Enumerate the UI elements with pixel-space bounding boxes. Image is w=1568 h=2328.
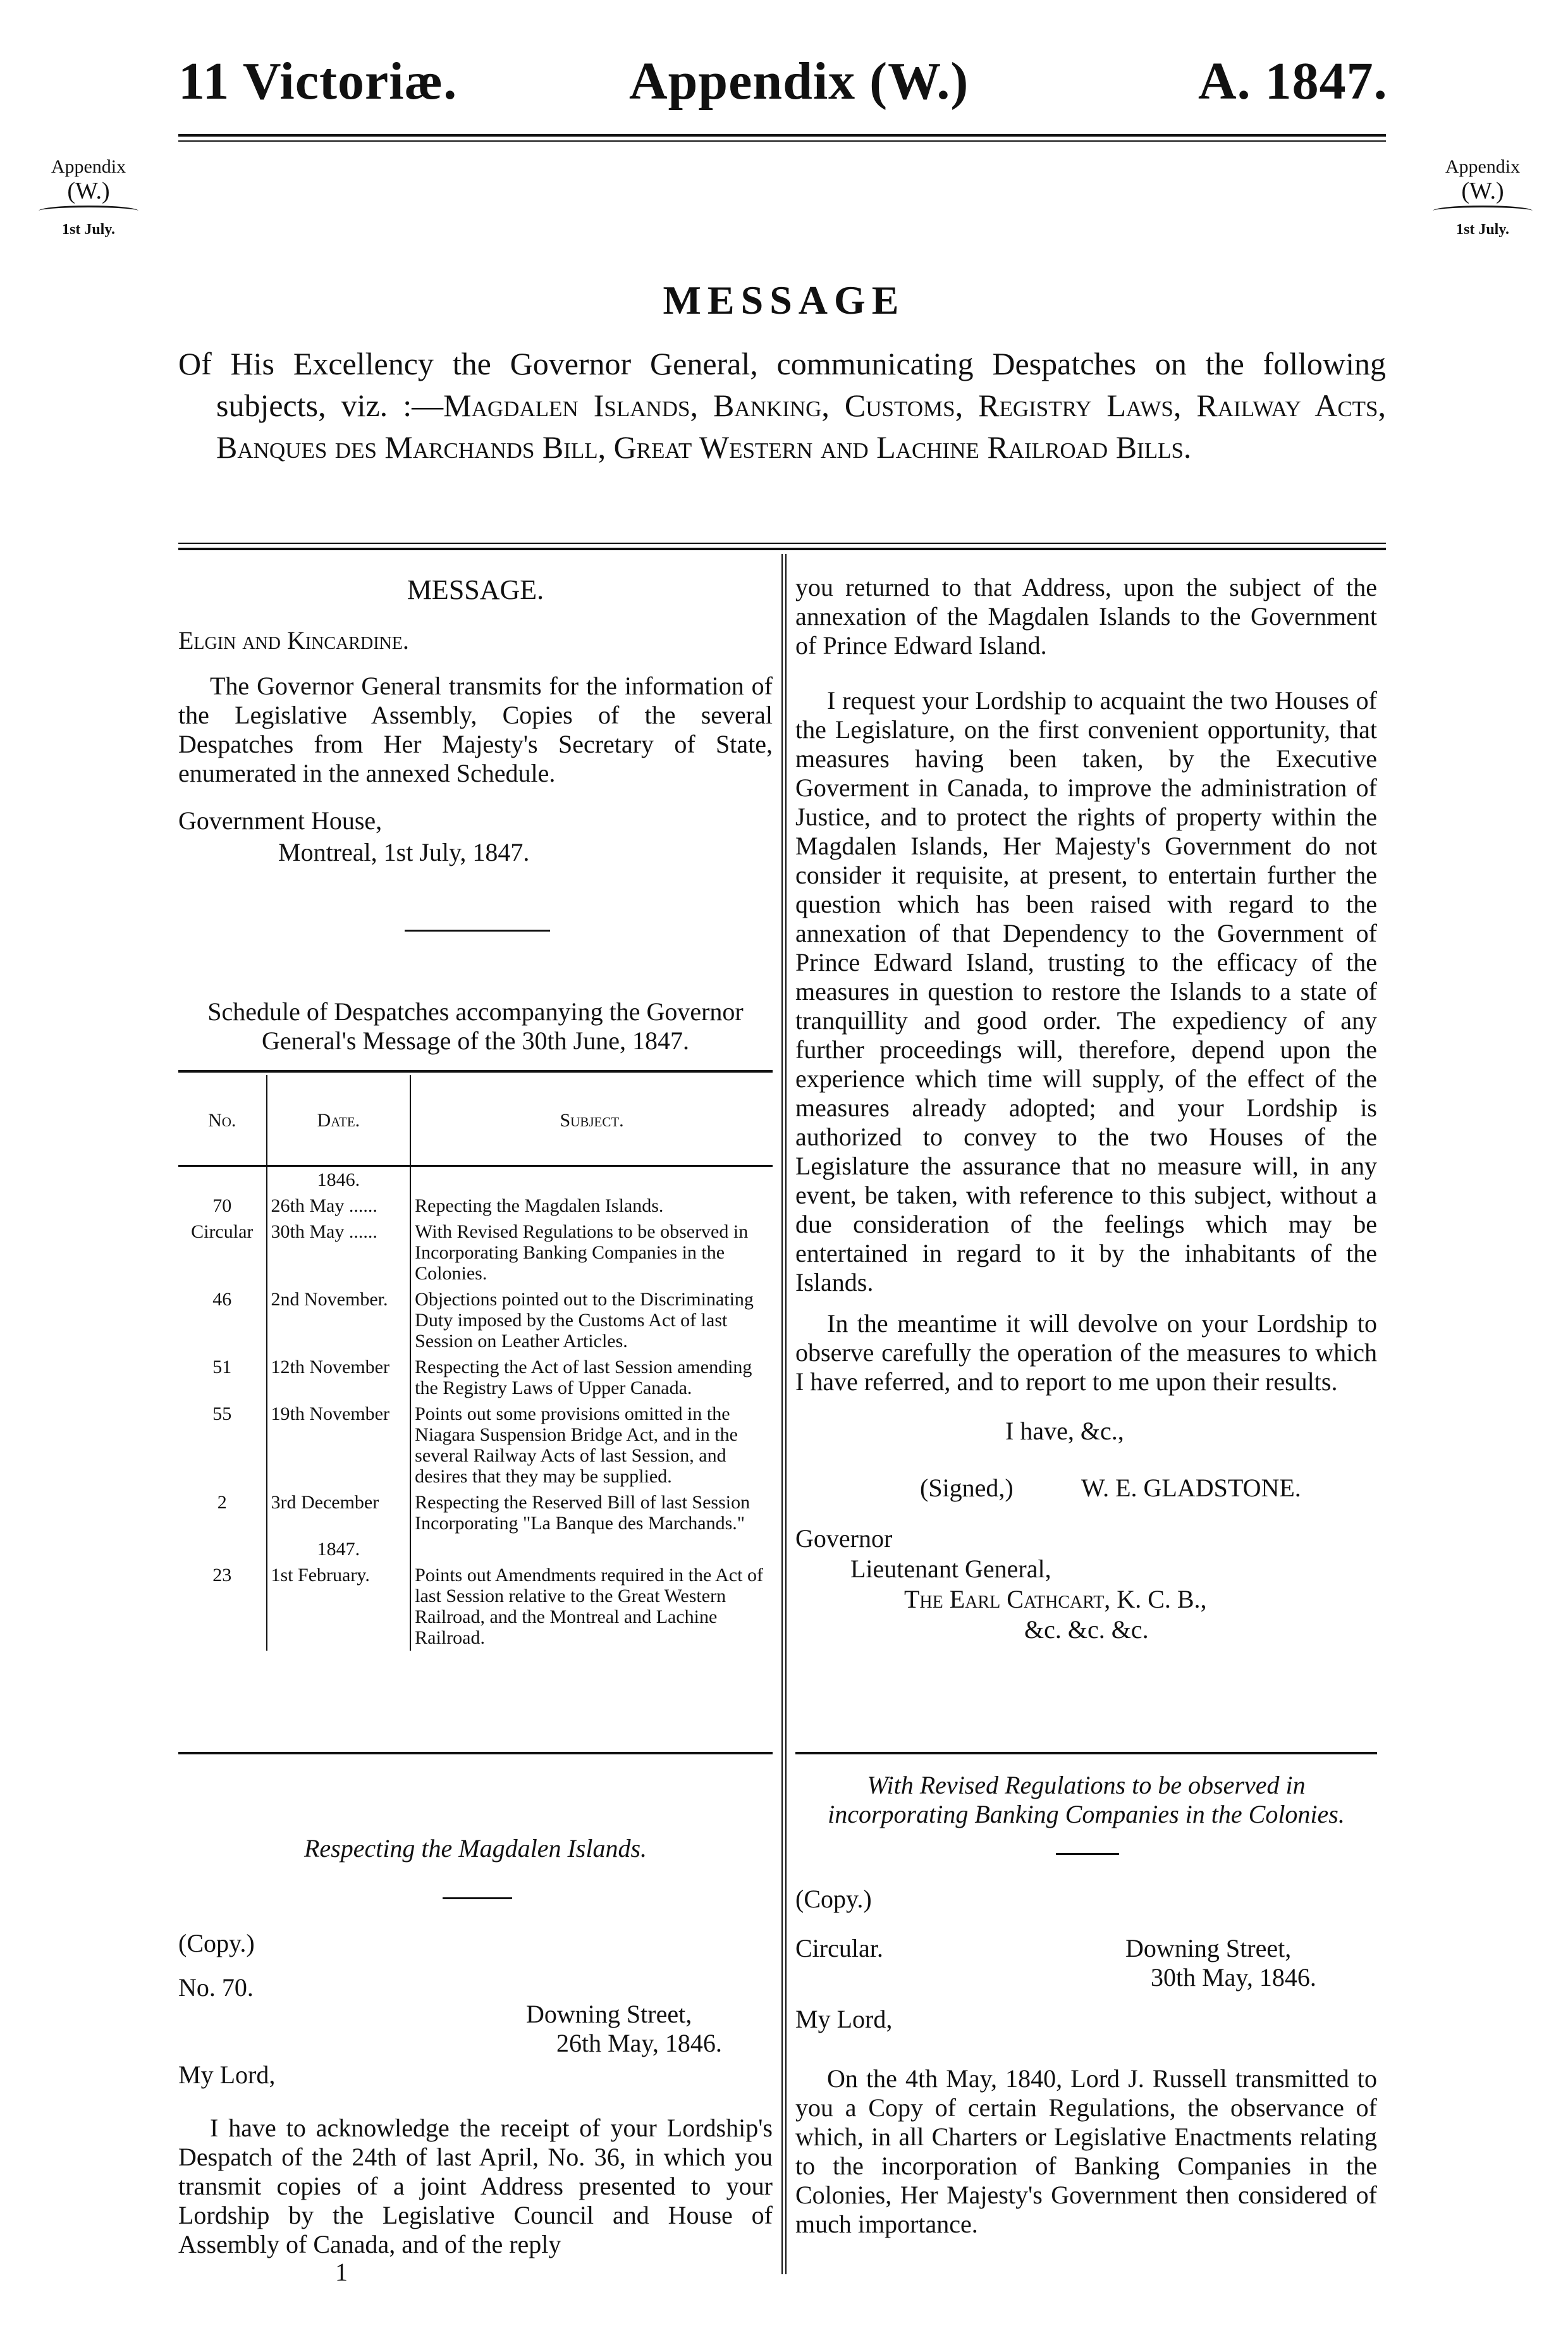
margin-note-date: 1st July.: [1455, 221, 1510, 238]
table-cell-subject: Points out some provisions omitted in the Niagara Suspension Bridge Act, and in the several Railway Acts of last Session, and desires that they may be supplied.: [410, 1401, 773, 1489]
right-signed-name: W. E. GLADSTONE.: [1081, 1474, 1301, 1502]
left-message-body: The Governor General transmits for the information of the Legislative Assembly, Copies of the several Despatches from Her Majesty's Secretary of State, enumerated in the annexed Schedule.: [178, 672, 773, 787]
table-cell-subject: With Revised Regulations to be observed in Incorporating Banking Companies in the Colonies.: [410, 1219, 773, 1286]
table-cell-no: 55: [212, 1403, 232, 1424]
brace: [39, 206, 138, 216]
right-recipient-line4: &c. &c. &c.: [1024, 1615, 1149, 1644]
table-bottom-rule: [178, 1752, 773, 1754]
table-cell-date: 30th May ......: [267, 1219, 411, 1286]
table-cell-no: Circular: [191, 1221, 254, 1242]
section-rule-thick: [178, 548, 1386, 550]
brace: [1433, 206, 1533, 216]
column-divider-inner: [785, 554, 787, 2274]
section-rule: [178, 543, 1386, 544]
table-row: [178, 1219, 773, 1286]
short-rule: [443, 1897, 512, 1899]
margin-note-w: (W.): [67, 178, 110, 204]
table-row: [178, 1562, 773, 1651]
circular-heading: With Revised Regulations to be observed in incorporating Banking Companies in the Colonies.: [828, 1771, 1345, 1828]
circular-label: Circular.: [795, 1934, 883, 1962]
table-row: [178, 1193, 773, 1219]
table-cell-date: 19th November: [267, 1401, 411, 1489]
table-row: [178, 1489, 773, 1536]
table-cell-date: 1847.: [267, 1536, 411, 1562]
schedule-caption: Schedule of Despatches accompanying the Governor General's Message of the 30th June, 1847.: [207, 997, 744, 1055]
page-number: 1: [335, 2258, 348, 2286]
intro-paragraph: [178, 343, 1386, 468]
schedule-table: [178, 1075, 773, 1651]
running-head-center: Appendix (W.): [629, 52, 969, 111]
intro-lead: Of His Excellency the Governor General, communicating Despatches on the following subjects, viz. :—: [178, 346, 1386, 423]
header-rule-thin: [178, 140, 1386, 142]
margin-note-w: (W.): [1461, 178, 1504, 204]
table-row: [178, 1166, 773, 1193]
header-rule: [178, 134, 1386, 137]
table-cell-date: 1846.: [267, 1166, 411, 1193]
right-para2: In the meantime it will devolve on your Lordship to observe carefully the operation of the measures to which I have referred, and to report to me upon their results.: [795, 1309, 1377, 1396]
table-row: [178, 1401, 773, 1489]
message-title: MESSAGE: [663, 278, 905, 323]
table-cell-date: 3rd December: [267, 1489, 411, 1536]
table-header-date: Date.: [267, 1075, 411, 1166]
right-recipient-line1: Governor: [795, 1524, 893, 1553]
table-cell-no: [178, 1536, 267, 1562]
table-row: [178, 1354, 773, 1401]
running-head-left: 11 Victoriæ.: [178, 52, 458, 111]
margin-note-appendix: Appendix: [51, 156, 126, 177]
intro-subjects: Magdalen Islands, Banking, Customs, Registry Laws, Railway Acts, Banques des Marchands Bill, Great Western and Lachine Railroad Bills.: [216, 388, 1387, 465]
table-cell-no: 46: [212, 1289, 232, 1310]
table-cell-subject: Repecting the Magdalen Islands.: [410, 1193, 773, 1219]
despatch-address-line2: 26th May, 1846.: [556, 2029, 722, 2057]
circular-copy: (Copy.): [795, 1885, 872, 1913]
table-cell-subject: Points out Amendments required in the Act of last Session relative to the Great Western Railroad, and the Montreal and Lachine Railroad.: [410, 1562, 773, 1651]
right-recipient-line2: Lieutenant General,: [850, 1555, 1051, 1583]
short-rule: [1056, 1853, 1119, 1855]
despatch-body: I have to acknowledge the receipt of your Lordship's Despatch of the 24th of last April, No. 36, in which you transmit copies of a joint Address presented to your Lordship by the Legislative Council and House of Assembly of Canada, and of the reply: [178, 2114, 773, 2258]
table-header-no: No.: [178, 1075, 267, 1166]
table-cell-no: 70: [212, 1195, 232, 1216]
right-closing: I have, &c.,: [1005, 1417, 1124, 1445]
right-para1: I request your Lordship to acquaint the two Houses of the Legislature, on the first convenient opportunity, that measures having been taken, by the Executive Goverment in Canada, to improve the administration of Justice, and to protect the rights of property within the Magdalen Islands, Her Majesty's Government do not consider it requisite, at present, to entertain further the question which has been raised with regard to the annexation of that Dependency to the Government of Prince Edward Island, trusting to the efficacy of the measures in question to restore the Islands to a state of tranquillity and good order. The expediency of any further proceedings will, therefore, depend upon the experience which time will supply, of the effect of the measures already adopted; and your Lordship is authorized to convey to the two Houses of the Legislature the assurance that no measure will, in any event, be taken, with reference to this subject, without a due consideration of the feelings which may be entertained in regard to it by the inhabitants of the Islands.: [795, 686, 1377, 1296]
right-recipient-line3: The Earl Cathcart, K. C. B.,: [904, 1585, 1207, 1613]
despatch-salutation: My Lord,: [178, 2060, 276, 2089]
table-cell-date: 12th November: [267, 1354, 411, 1401]
circular-salutation: My Lord,: [795, 2005, 893, 2033]
margin-note-date: 1st July.: [61, 221, 116, 238]
table-cell-date: 2nd November.: [267, 1286, 411, 1354]
table-cell-subject: [410, 1166, 773, 1193]
table-cell-subject: Respecting the Act of last Session amending the Registry Laws of Upper Canada.: [410, 1354, 773, 1401]
table-cell-subject: Respecting the Reserved Bill of last Session Incorporating "La Banque des Marchands.": [410, 1489, 773, 1536]
left-place-line1: Government House,: [178, 806, 383, 835]
right-para0: you returned to that Address, upon the subject of the annexation of the Magdalen Islands to the Government of Prince Edward Island.: [795, 573, 1377, 660]
circular-body: On the 4th May, 1840, Lord J. Russell transmitted to you a Copy of certain Regulations, the observance of which, in all Charters or Legislative Enactments relating to the incorporation of Banking Companies in the Colonies, Her Majesty's Government then considered of much importance.: [795, 2064, 1377, 2238]
table-top-rule: [178, 1070, 773, 1073]
running-head-right: A. 1847.: [1198, 52, 1388, 111]
table-cell-date: 1st February.: [267, 1562, 411, 1651]
table-row: [178, 1286, 773, 1354]
table-row: [178, 1536, 773, 1562]
despatch-copy: (Copy.): [178, 1929, 255, 1957]
right-signed-label: (Signed,): [920, 1474, 1014, 1502]
table-cell-no: 23: [212, 1565, 232, 1586]
table-cell-no: 2: [217, 1492, 227, 1513]
margin-note-left: [28, 155, 149, 242]
circular-address-line1: Downing Street,: [1125, 1934, 1292, 1962]
despatch-address-line1: Downing Street,: [526, 2000, 692, 2028]
table-cell-no: [178, 1166, 267, 1193]
margin-note-appendix: Appendix: [1445, 156, 1521, 177]
table-header-subject: Subject.: [410, 1075, 773, 1166]
margin-note-right: [1423, 155, 1543, 242]
table-cell-subject: Objections pointed out to the Discriminating Duty imposed by the Customs Act of last Session on Leather Articles.: [410, 1286, 773, 1354]
despatch-number: No. 70.: [178, 1973, 254, 2002]
column-divider: [781, 554, 783, 2274]
table-cell-date: 26th May ......: [267, 1193, 411, 1219]
left-signer: Elgin and Kincardine.: [178, 626, 409, 655]
left-place-line2: Montreal, 1st July, 1847.: [278, 838, 530, 866]
circular-address-line2: 30th May, 1846.: [1151, 1963, 1316, 1992]
short-rule: [405, 930, 550, 932]
left-message-heading: MESSAGE.: [407, 574, 544, 605]
table-cell-no: 51: [212, 1357, 232, 1377]
despatch-heading: Respecting the Magdalen Islands.: [303, 1834, 647, 1863]
table-cell-subject: [410, 1536, 773, 1562]
right-rule: [795, 1752, 1377, 1754]
